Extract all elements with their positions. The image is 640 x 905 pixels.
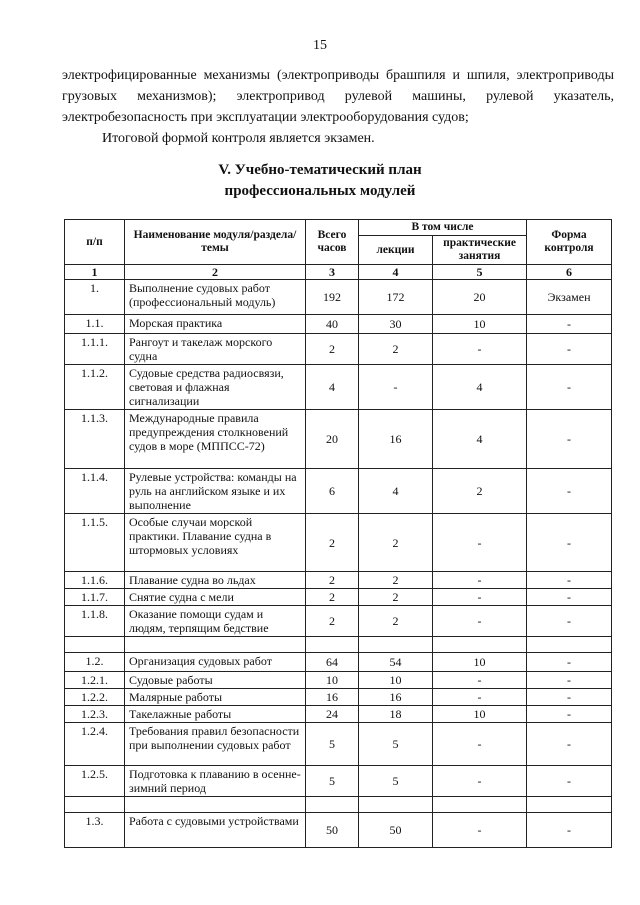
table-body — [65, 280, 612, 848]
row-practice-hours: - — [433, 689, 527, 706]
table-row — [65, 410, 612, 469]
row-name: Международные правила предупреждения столкновений судов в море (МППСС-72) — [125, 410, 306, 469]
table-row — [65, 813, 612, 848]
row-number: 1.1.4. — [65, 469, 125, 514]
row-total-hours: 50 — [306, 813, 359, 848]
row-number: 1.2.3. — [65, 706, 125, 723]
intro-line-2: грузовых механизмов); электропривод рулевой машины, рулевой указатель, — [62, 89, 614, 104]
row-total-hours: 5 — [306, 766, 359, 797]
row-name: Выполнение судовых работ (профессиональный модуль) — [125, 280, 306, 315]
intro-line-4: Итоговой формой контроля является экзамен. — [102, 131, 375, 146]
table-row — [65, 653, 612, 672]
row-total-hours: 20 — [306, 410, 359, 469]
row-lectures-hours: 16 — [359, 689, 433, 706]
table-row — [65, 637, 612, 653]
table-row — [65, 469, 612, 514]
row-total-hours: 64 — [306, 653, 359, 672]
row-total-hours: 24 — [306, 706, 359, 723]
row-name: Судовые работы — [125, 672, 306, 689]
row-practice-hours: - — [433, 723, 527, 766]
row-number: 1.1.7. — [65, 589, 125, 606]
row-name: Подготовка к плаванию в осенне-зимний период — [125, 766, 306, 797]
row-total-hours: 192 — [306, 280, 359, 315]
row-lectures-hours: 2 — [359, 334, 433, 365]
row-practice-hours: - — [433, 766, 527, 797]
row-number: 1.2.5. — [65, 766, 125, 797]
header-control: Форма контроля — [527, 220, 612, 265]
row-lectures-hours: 54 — [359, 653, 433, 672]
row-control-form: - — [527, 723, 612, 766]
row-name: Малярные работы — [125, 689, 306, 706]
section-title-line-2: профессиональных модулей — [224, 183, 416, 199]
row-practice-hours: 20 — [433, 280, 527, 315]
row-number: 1.2.4. — [65, 723, 125, 766]
row-control-form — [527, 797, 612, 813]
column-number: 1 — [65, 265, 125, 280]
row-name: Оказание помощи судам и людям, терпящим бедствие — [125, 606, 306, 637]
row-lectures-hours: 2 — [359, 606, 433, 637]
row-number: 1.1.2. — [65, 365, 125, 410]
row-total-hours: 2 — [306, 572, 359, 589]
row-practice-hours — [433, 797, 527, 813]
row-lectures-hours: 4 — [359, 469, 433, 514]
row-number — [65, 797, 125, 813]
row-lectures-hours: 5 — [359, 766, 433, 797]
row-lectures-hours: 2 — [359, 589, 433, 606]
row-practice-hours: 2 — [433, 469, 527, 514]
row-name: Рангоут и такелаж морского судна — [125, 334, 306, 365]
row-number: 1.1.6. — [65, 572, 125, 589]
table-row — [65, 706, 612, 723]
row-name: Такелажные работы — [125, 706, 306, 723]
row-name: Работа с судовыми устройствами — [125, 813, 306, 848]
row-number: 1. — [65, 280, 125, 315]
row-name: Организация судовых работ — [125, 653, 306, 672]
row-practice-hours — [433, 637, 527, 653]
header-pp: п/п — [65, 220, 125, 265]
row-number: 1.1.3. — [65, 410, 125, 469]
row-practice-hours: - — [433, 672, 527, 689]
row-lectures-hours: 18 — [359, 706, 433, 723]
row-total-hours: 40 — [306, 315, 359, 334]
row-total-hours: 6 — [306, 469, 359, 514]
row-total-hours: 2 — [306, 606, 359, 637]
column-number: 4 — [359, 265, 433, 280]
row-control-form: - — [527, 514, 612, 572]
row-lectures-hours: 172 — [359, 280, 433, 315]
row-total-hours: 10 — [306, 672, 359, 689]
row-control-form: - — [527, 813, 612, 848]
page-number: 15 — [313, 38, 327, 53]
section-title-line-1: V. Учебно-тематический план — [218, 162, 422, 178]
row-name — [125, 797, 306, 813]
row-control-form: - — [527, 689, 612, 706]
row-lectures-hours: 50 — [359, 813, 433, 848]
table-row — [65, 606, 612, 637]
row-name: Плавание судна во льдах — [125, 572, 306, 589]
row-control-form: - — [527, 469, 612, 514]
curriculum-table — [64, 219, 612, 848]
row-name: Судовые средства радиосвязи, световая и флажная сигнализации — [125, 365, 306, 410]
intro-line-3: электробезопасность при эксплуатации электрооборудования судов; — [62, 110, 469, 125]
header-practice: практические занятия — [433, 236, 527, 265]
row-number: 1.2.2. — [65, 689, 125, 706]
column-number: 6 — [527, 265, 612, 280]
row-control-form: - — [527, 410, 612, 469]
table-row — [65, 280, 612, 315]
row-control-form: - — [527, 334, 612, 365]
row-lectures-hours: 2 — [359, 514, 433, 572]
column-number: 2 — [125, 265, 306, 280]
row-control-form: - — [527, 672, 612, 689]
row-name — [125, 637, 306, 653]
row-lectures-hours: 16 — [359, 410, 433, 469]
table-row — [65, 514, 612, 572]
row-name: Морская практика — [125, 315, 306, 334]
row-total-hours — [306, 637, 359, 653]
row-number: 1.2.1. — [65, 672, 125, 689]
row-name: Снятие судна с мели — [125, 589, 306, 606]
intro-paragraph — [62, 65, 614, 149]
row-name: Требования правил безопасности при выполнении судовых работ — [125, 723, 306, 766]
row-practice-hours: 10 — [433, 315, 527, 334]
row-number: 1.1.5. — [65, 514, 125, 572]
table-row — [65, 334, 612, 365]
row-name: Рулевые устройства: команды на руль на английском языке и их выполнение — [125, 469, 306, 514]
row-practice-hours: 10 — [433, 706, 527, 723]
row-total-hours: 16 — [306, 689, 359, 706]
row-practice-hours: 4 — [433, 410, 527, 469]
table-row — [65, 766, 612, 797]
header-total: Всего часов — [306, 220, 359, 265]
header-lectures: лекции — [359, 236, 433, 265]
row-lectures-hours — [359, 797, 433, 813]
row-control-form: - — [527, 653, 612, 672]
row-control-form: Экзамен — [527, 280, 612, 315]
table-row — [65, 589, 612, 606]
table-row — [65, 315, 612, 334]
table-row — [65, 572, 612, 589]
row-lectures-hours: 5 — [359, 723, 433, 766]
row-practice-hours: - — [433, 514, 527, 572]
row-practice-hours: 4 — [433, 365, 527, 410]
section-title — [0, 160, 640, 202]
row-lectures-hours: 2 — [359, 572, 433, 589]
row-practice-hours: - — [433, 572, 527, 589]
row-total-hours: 5 — [306, 723, 359, 766]
row-number — [65, 637, 125, 653]
row-number: 1.1.1. — [65, 334, 125, 365]
row-control-form: - — [527, 315, 612, 334]
column-number: 5 — [433, 265, 527, 280]
row-control-form — [527, 637, 612, 653]
row-total-hours: 2 — [306, 589, 359, 606]
header-including: В том числе — [359, 220, 527, 236]
column-number: 3 — [306, 265, 359, 280]
row-number: 1.2. — [65, 653, 125, 672]
row-practice-hours: - — [433, 606, 527, 637]
table-row — [65, 797, 612, 813]
row-total-hours: 2 — [306, 334, 359, 365]
row-lectures-hours — [359, 637, 433, 653]
row-number: 1.1. — [65, 315, 125, 334]
table-row — [65, 689, 612, 706]
row-control-form: - — [527, 606, 612, 637]
row-control-form: - — [527, 706, 612, 723]
intro-line-1: электрофицированные механизмы (электроприводы брашпиля и шпиля, электроприводы — [62, 68, 614, 83]
table-row — [65, 672, 612, 689]
row-number: 1.3. — [65, 813, 125, 848]
table-row — [65, 723, 612, 766]
row-control-form: - — [527, 572, 612, 589]
row-control-form: - — [527, 365, 612, 410]
row-practice-hours: 10 — [433, 653, 527, 672]
row-practice-hours: - — [433, 334, 527, 365]
row-total-hours: 2 — [306, 514, 359, 572]
table-row — [65, 365, 612, 410]
row-practice-hours: - — [433, 589, 527, 606]
row-number: 1.1.8. — [65, 606, 125, 637]
row-name: Особые случаи морской практики. Плавание судна в штормовых условиях — [125, 514, 306, 572]
row-practice-hours: - — [433, 813, 527, 848]
row-total-hours: 4 — [306, 365, 359, 410]
row-total-hours — [306, 797, 359, 813]
row-lectures-hours: 30 — [359, 315, 433, 334]
row-lectures-hours: - — [359, 365, 433, 410]
row-lectures-hours: 10 — [359, 672, 433, 689]
header-name: Наименование модуля/раздела/темы — [125, 220, 306, 265]
row-control-form: - — [527, 589, 612, 606]
row-control-form: - — [527, 766, 612, 797]
